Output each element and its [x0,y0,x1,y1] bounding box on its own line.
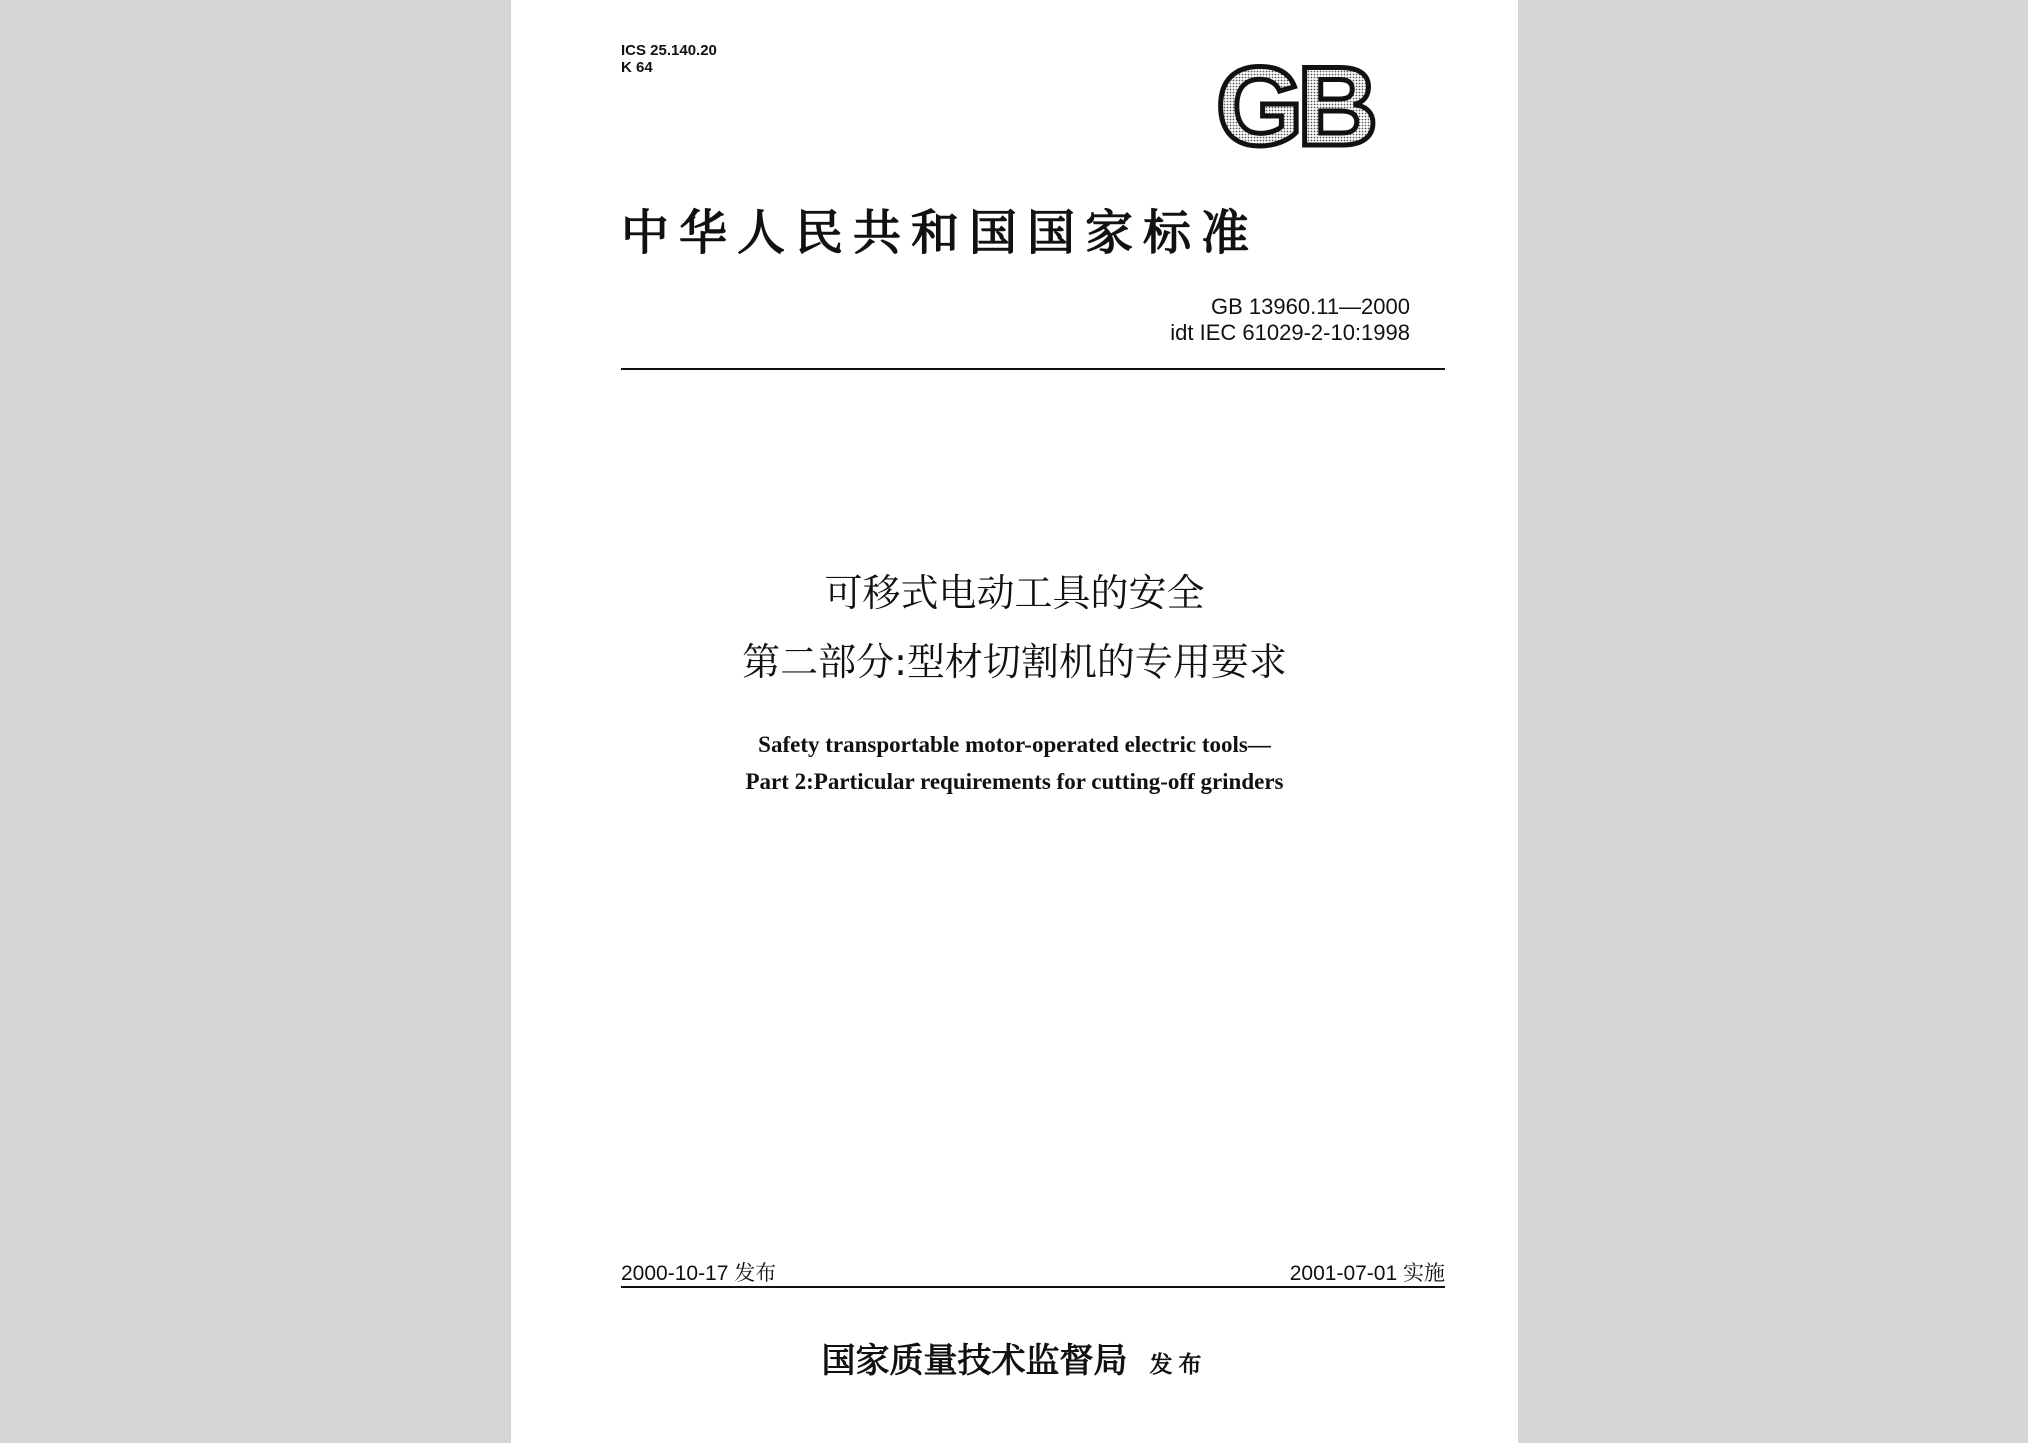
classification-codes [621,42,717,76]
issuer-name: 国家质量技术监督局 [821,1341,1128,1381]
chinese-title-line2: 第二部分:型材切割机的专用要求 [742,640,1287,684]
ccs-code: K 64 [621,59,653,76]
svg-text:GB: GB [1216,55,1372,157]
english-title-line2: Part 2:Particular requirements for cutting-off grinders [745,769,1284,794]
chinese-title-line1: 可移式电动工具的安全 [824,571,1205,615]
issue-date: 2000-10-17 发布 [621,1262,777,1285]
english-title-line1: Safety transportable motor-operated electric tools— [758,732,1271,757]
header-rule [621,368,1445,370]
standard-number: GB 13960.11—2000 [1211,294,1410,319]
issuer-line [511,1333,1518,1382]
ics-code: ICS 25.140.20 [621,42,717,59]
implementation-date: 2001-07-01 实施 [1289,1262,1445,1285]
issuer-action: 发布 [1149,1352,1208,1378]
gb-logo [1202,55,1386,157]
document-page [511,0,1518,1443]
standard-number-block [1170,294,1410,346]
standard-title: 中华人民共和国国家标准 [621,205,1260,261]
footer-rule [621,1286,1445,1288]
identical-standard: idt IEC 61029-2-10:1998 [1170,320,1410,345]
